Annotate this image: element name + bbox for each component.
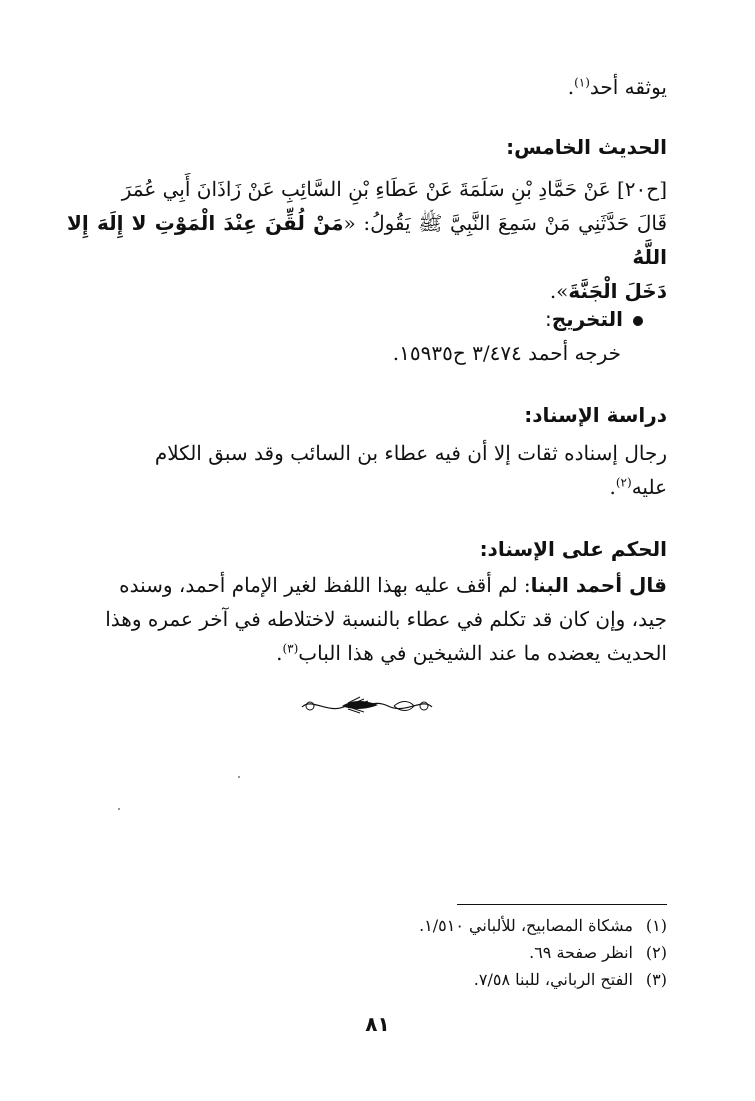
isnad-study-line-1: رجال إسناده ثقات إلا أن فيه عطاء بن السائب وقد سبق الكلام bbox=[154, 441, 667, 465]
continuation-line bbox=[67, 70, 667, 104]
ruling-line-1-rest: : لم أقف عليه بهذا اللفظ لغير الإمام أحمد، وسنده bbox=[119, 573, 531, 597]
scan-speck bbox=[118, 808, 120, 810]
footnote-separator bbox=[457, 904, 667, 905]
hadith-text bbox=[67, 172, 667, 308]
footnote-item bbox=[267, 912, 667, 939]
takhrij-text: خرجه أحمد ٣/٤٧٤ ح١٥٩٣٥. bbox=[392, 341, 621, 365]
hadith-matn-part-1: مَنْ لُقِّنَ عِنْدَ الْمَوْتِ لا إِلَهَ إِلا اللَّهُ bbox=[67, 211, 667, 269]
ruling-line-2: جيد، وإن كان قد تكلم في عطاء بالنسبة لاختلاطه في آخر عمره وهذا bbox=[105, 607, 667, 631]
footnote-ref-3[interactable]: (٣) bbox=[282, 641, 299, 656]
isnad-study-text bbox=[67, 436, 667, 504]
continuation-end: . bbox=[567, 75, 575, 99]
footnote-text: مشكاة المصابيح، للألباني ١/٥١٠. bbox=[419, 916, 633, 935]
takhrij-label: التخريج bbox=[551, 307, 623, 331]
isnad-study-end: . bbox=[609, 475, 616, 499]
footnote-number: (٣) bbox=[645, 970, 667, 989]
ruling-line-3 bbox=[67, 636, 667, 670]
hadith-line-2 bbox=[67, 206, 667, 274]
hadith-line-3-end: ». bbox=[549, 279, 569, 303]
takhrij-colon: : bbox=[544, 307, 552, 331]
footnote-ref-2[interactable]: (٢) bbox=[615, 475, 632, 490]
ruling-heading: الحكم على الإسناد: bbox=[479, 537, 667, 561]
footnote-ref-1[interactable]: (١) bbox=[574, 75, 590, 90]
ruling-line-1 bbox=[67, 568, 667, 602]
footnotes-list bbox=[267, 912, 667, 993]
isnad-study-line-2 bbox=[67, 470, 667, 504]
bullet-icon bbox=[633, 316, 643, 326]
continuation-text: يوثقه أحد bbox=[589, 75, 667, 99]
hadith-line-2-intro: قَالَ حَدَّثَنِي مَنْ سَمِعَ النَّبِيَّ ﷺ يَقُولُ: « bbox=[343, 211, 668, 235]
isnad-study-heading: دراسة الإسناد: bbox=[524, 403, 667, 427]
footnote-number: (١) bbox=[645, 916, 667, 935]
scan-speck bbox=[238, 776, 240, 778]
ruling-speaker: قال أحمد البنا bbox=[530, 573, 667, 597]
footnote-text: الفتح الرباني، للبنا ٧/٥٨. bbox=[473, 970, 633, 989]
footnote-number: (٢) bbox=[645, 943, 667, 962]
decorative-divider-icon bbox=[298, 693, 436, 719]
footnote-item bbox=[267, 939, 667, 966]
hadith-heading: الحديث الخامس: bbox=[506, 135, 667, 159]
footnote-item bbox=[267, 966, 667, 993]
hadith-line-1: [ح٢٠] عَنْ حَمَّادِ بْنِ سَلَمَةَ عَنْ عَطَاءِ بْنِ السَّائِبِ عَنْ زَاذَانَ أَبِي عُمَرَ bbox=[121, 177, 667, 201]
footnote-text: انظر صفحة ٦٩. bbox=[529, 943, 633, 962]
page-number: ٨١ bbox=[365, 1012, 390, 1036]
ruling-end: . bbox=[276, 641, 283, 665]
hadith-matn-part-2: دَخَلَ الْجَنَّةَ bbox=[568, 279, 667, 303]
hadith-line-3 bbox=[67, 274, 667, 308]
takhrij-heading bbox=[67, 304, 643, 334]
ruling-line-3-text: الحديث يعضده ما عند الشيخين في هذا الباب bbox=[298, 641, 667, 665]
isnad-study-line-2-text: عليه bbox=[631, 475, 667, 499]
ruling-text bbox=[67, 568, 667, 670]
